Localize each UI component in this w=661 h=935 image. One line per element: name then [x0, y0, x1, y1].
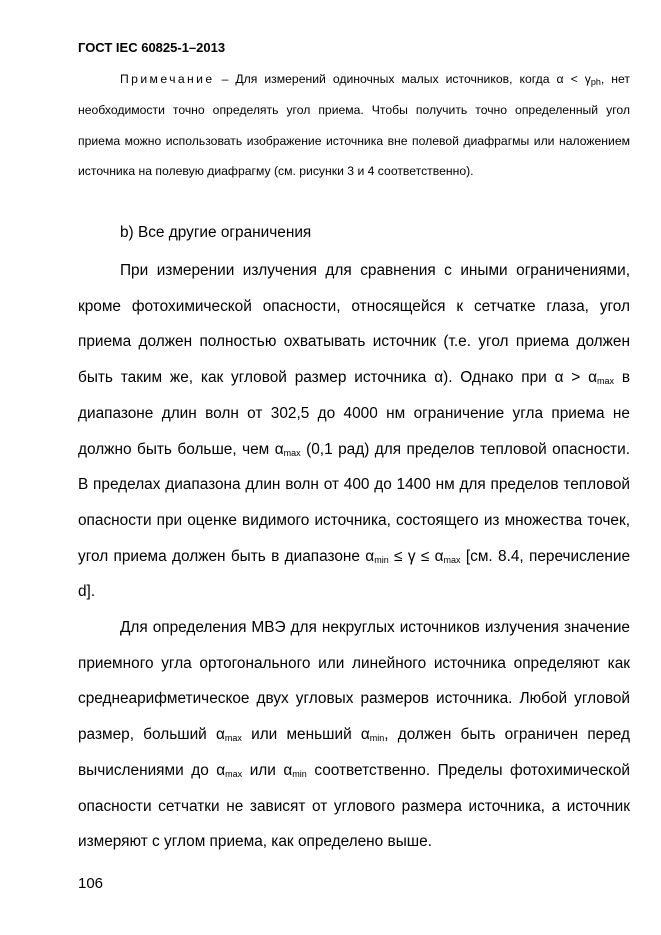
body-paragraph-2: Для определения МВЭ для некруглых источников излучения значение приемного угла ортогонального или линейного источника определяют как среднеарифметическое двух угловых размеров источника. Любой угловой размер, больший $\alpha_{max}$ или меньший $\alpha_{min}$, должен быть ограничен перед вычислениями до $\alpha_{max}$ или $\alpha_{min}$ соответственно. Пределы фотохимической опасности сетчатки не зависят от углового размера источника, а источник измеряют с углом приема, как определено выше.: [78, 619, 630, 851]
document-header: ГОСТ IEC 60825-1–2013: [78, 40, 226, 55]
list-item-b: b) Все другие ограничения: [120, 224, 312, 241]
note-label: Примечание: [120, 72, 215, 86]
body-paragraph-1: При измерении излучения для сравнения с иными ограничениями, кроме фотохимической опасности, относящейся к сетчатке глаза, угол приема должен полностью охватывать источник (т.е. угол приема должен быть таким же, как угловой размер источника α). Однако при $\alpha > \alpha_{max}$ в диапазоне длин волн от 302,5 до 4000 нм ограничение угла приема не должно быть больше, чем $\alpha_{max}$ (0,1 рад) для пределов тепловой опасности. В пределах диапазона длин волн от 400 до 1400 нм для пределов тепловой опасности при оценке видимого источника, состоящего из множества точек, угол приема должен быть в диапазоне $\alpha_{min} \le \gamma \le \alpha_{max}$ [см. 8.4, перечисление d].: [78, 262, 631, 601]
page-number: 106: [78, 875, 104, 892]
note-paragraph: Примечание – Для измерений одиночных малых источников, когда $\alpha < \gamma_{ph}$, нет необходимости точно определять угол приема. Чтобы получить точно определенный угол приема можно использовать изображение источника вне полевой диафрагмы или наложением источника на полевую диафрагму (см. рисунки 3 и 4 соответственно).: [78, 72, 630, 179]
